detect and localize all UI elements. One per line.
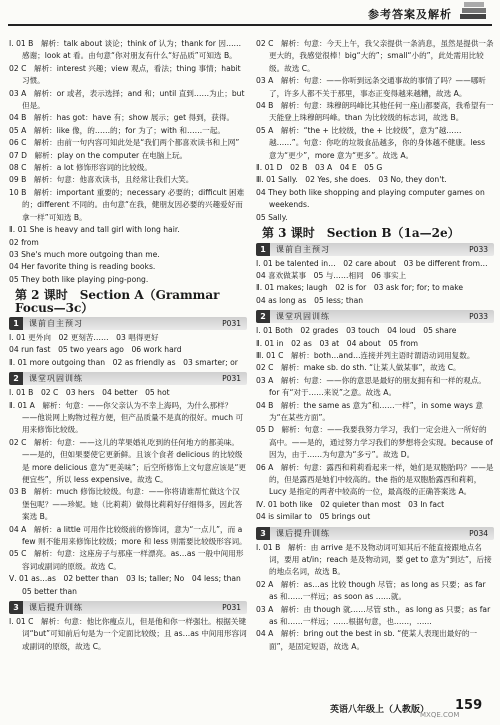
answer-line: 04 B 解析：the same as 意为“和……一样”，in some ways 意为“在某些方面”。 — [256, 400, 484, 422]
section-bar-advance — [9, 601, 247, 614]
answer-line: 04 as long as 05 less; than — [256, 295, 364, 305]
answer-line: 08 C 解析：a lot 修饰形容词的比较级。 — [9, 163, 152, 173]
bar-number: 3 — [9, 601, 23, 614]
answer-line: 03 A 解析：句意：——你的意思是最好的朋友拥有和一样的观点。for 有“对于……来说”之意。故选 A。 — [256, 375, 486, 398]
answer-line: Ⅱ. 01 in 02 as 03 at 04 about 05 from — [256, 338, 419, 348]
bar-page: P033 — [469, 312, 488, 322]
answer-line: Ⅰ. 01 be talented in… 02 care about 03 be different from… — [256, 258, 488, 268]
section-2-title: 第 2 课时 Section A（Grammar Focus—3c） — [15, 288, 220, 315]
answer-line: 02 A 解析：as…as 比较 though 尽管；as long as 只要；as far as 和……一样远；as soon as ……就。 — [256, 579, 486, 602]
bar-label: 课堂巩固训练 — [276, 312, 330, 322]
answer-line: 04 A 解析：a little 可用作比较级前的修饰词，意为“一点儿”，而 a few 则不能用来修饰比较级；more 和 less 则需要比较级形容词。 — [9, 524, 247, 547]
answer-line: 06 C 解析：由前一句内容可知此处是“我们两个都喜欢读书和上网” — [9, 138, 240, 148]
answer-line: 10 B 解析：important 重要的；necessary 必要的；difficult 困难的；different 不同的。由句意“在我，健朋友因必要的兴趣爱好而拿一样”可知选 B。 — [9, 187, 245, 222]
bar-label: 课前自主预习 — [29, 318, 83, 328]
right-column — [256, 38, 494, 653]
answer-line: 03 She's much more outgoing than me. — [9, 249, 160, 259]
answer-line: Ⅲ. 01 Sally. 02 Yes, she does. 03 No, they don't. — [256, 175, 447, 185]
answer-line: 04 A 解析：bring out the best in sb. “使某人表现出最好的一面”，是固定短语，故选 A。 — [256, 629, 478, 651]
bar-label: 课堂巩固训练 — [29, 374, 83, 384]
page-number: 159 — [455, 698, 483, 713]
answer-line: Ⅰ. 01 B 解析：talk about 谈论；think of 认为；thank for 因……感谢；look at 看。由句意“你对朋友有什么“好品质”可知选 B。 — [9, 39, 242, 61]
bar-page: P034 — [469, 528, 488, 538]
answer-line: 04 Her favorite thing is reading books. — [9, 262, 156, 272]
answer-line: Ⅰ. 01 C 解析：句意：他比你瘦点儿，但是他和你一样强壮。根据关键词“but”可知前后句是为一个定面比较级；且 as…as 中间用形容词或副词的原级，故选 C。 — [9, 617, 247, 651]
answer-line: 05 Sally. — [256, 212, 288, 222]
book-stack-icon — [458, 0, 490, 24]
watermark: MXQE.COM — [420, 711, 460, 719]
bar-label: 课后提升训练 — [276, 528, 330, 538]
answer-line: 06 A 解析：句意：露西和莉莉看起来一样，她们是双胞胎吗？——是的，但是露西是她们中较高的。the 指的是双胞胎露西和莉莉，Lucy 是指定的两者中较高的一位，最高级的正确答案选 A。 — [256, 462, 494, 497]
answer-line: 05 A 解析：like 像，的……的；for 为了；with 和……一起。 — [9, 125, 225, 135]
answer-line: 02 C 解析：句意：——这儿的苹果婚礼吃到的任何地方的都美味。——是的，但如果要使它更新鲜。且该个食者 delicious 的比较级是 more delicious 意为“更美味”；后空所修饰上文句意应该是“更便宜些”，所以 less expensive。故选 C。 — [9, 437, 246, 484]
answer-line: Ⅱ. 01 makes; laugh 02 is for 03 ask for; for; to make — [256, 283, 464, 293]
answer-line: 03 A 解析：由 though 就……尽管 sth.，as long as 只要；as far as 和……一样远；……根据句意，也……，…… — [256, 604, 491, 627]
bar-page: P031 — [222, 318, 241, 328]
section-3-title: 第 3 课时 Section B（1a—2e） — [262, 226, 460, 241]
answer-line: Ⅱ. 01 A 解析：句意：——你父亲认为不幸上海吗，为什么那样？——他说网上购物过程方便，但产品质量不是真的很好。much 可用来修饰比较级。 — [9, 400, 244, 435]
answer-line: 04 is similar to 05 brings out — [256, 512, 371, 522]
answer-line: 02 from — [9, 237, 39, 247]
answer-line: 04 B 解析：has got：have 有；show 展示；get 得到，获得。 — [9, 113, 235, 123]
bar-page: P031 — [222, 603, 241, 613]
left-column — [9, 38, 247, 653]
answer-line: 05 They both like playing ping-pong. — [9, 274, 149, 284]
section-bar-preview — [9, 317, 247, 330]
bar-number: 1 — [9, 317, 23, 330]
footer-book-title: 英语八年级上（人教版） — [330, 705, 430, 715]
bar-label: 课后提升训练 — [29, 603, 83, 613]
section-bar-advance-b — [256, 527, 494, 540]
answer-line: Ⅱ. 01 D 02 B 03 A 04 E 05 G — [256, 163, 383, 173]
answer-line: 03 B 解析：much 修饰比较级。句意：——你将请谁帮忙做这个汉堡包呢？——珍妮。她（比莉莉）做得比莉莉好仔细得多，因此答案选 B。 — [9, 487, 243, 522]
answer-line: Ⅰ. 01 B 02 C 03 hers 04 better 05 hot — [9, 388, 170, 398]
answer-line: 02 C 解析：interest 兴趣；view 观点，看法；thing 事情；habit 习惯。 — [9, 63, 241, 86]
answer-line: Ⅲ. 01 C 解析：both…and…连接并列主语时谓语动词用复数。 — [256, 350, 475, 360]
header-rule — [8, 24, 492, 26]
page-header — [0, 0, 500, 34]
answer-line: 02 C 解析：make sb. do sth. “让某人做某事”，故选 C。 — [256, 363, 461, 373]
bar-number: 3 — [256, 527, 270, 540]
header-title: 参考答案及解析 — [368, 8, 452, 21]
bar-number: 1 — [256, 243, 270, 256]
answer-line: 04 run fast 05 two years ago 06 work hard — [9, 345, 182, 355]
bar-label: 课前自主预习 — [276, 244, 330, 254]
answer-line: 09 B 解析：句意：他喜欢读书，且经常让我们大笑。 — [9, 175, 194, 185]
answer-line: 03 A 解析：句意：——你听到远条交通事故的事情了吗？——哪听了，许多人都不关于那里，事态正变得越来越糟，故选 A。 — [256, 76, 486, 98]
bar-number: 2 — [256, 310, 270, 323]
answer-line: 04 喜欢做某事 05 与……相同 06 事实上 — [256, 270, 407, 280]
section-bar-preview-b — [256, 243, 494, 256]
answer-line: Ⅰ. 01 Both 02 grades 03 touch 04 loud 05 share — [256, 326, 457, 336]
bar-page: P033 — [469, 244, 488, 254]
answer-line: Ⅳ. 01 both like 02 quieter than most 03 In fact — [256, 499, 445, 509]
answer-line: 04 They both like shopping and playing computer games on weekends. — [256, 187, 485, 210]
bar-number: 2 — [9, 372, 23, 385]
answer-line: Ⅰ. 01 更外向 02 更刻苦…… 03 唱得更好 — [9, 332, 159, 342]
answer-line: 05 A 解析：“the + 比较级，the + 比较级”，意为“越……越……”。句意：你吃的垃圾食品越多，你的身体越不健康。less 意为“更少”，more 意为“更多”。故选 A。 — [256, 125, 486, 160]
section-bar-practice — [9, 372, 247, 385]
answer-line: 05 D 解析：句意：——我要我努力学习，我们一定会进入一所好的高中。——是的，通过努力学习我们的梦想将会实现。because of 因为，由于……为句意为“多亏”。故选 D。 — [256, 425, 493, 460]
answer-line: 04 B 解析：句意：珠穆朗玛峰比其他任何一座山都要高，我希望有一天能登上珠穆朗玛峰。than 为比较级的标志词，故选 B。 — [256, 101, 494, 123]
answer-line: Ⅱ. 01 She is heavy and tall girl with long hair. — [9, 225, 180, 235]
bar-page: P031 — [222, 374, 241, 384]
answer-line: 07 D 解析：play on the computer 在电脑上玩。 — [9, 150, 188, 160]
answer-line: 03 A 解析：or 或者，表示选择；and 和；until 直到……为止；but 但是。 — [9, 88, 245, 111]
answer-line: Ⅰ. 01 B 解析：由 arrive 是不及物动词可知其后不能直接跟地点名词，要用 at/in；reach 是及物动词，要 get to 意为“到达”，后接的地点名词，故选 B。 — [256, 542, 492, 577]
section-bar-practice-b — [256, 310, 494, 323]
answer-line: Ⅴ. 01 as…as 02 better than 03 Is; taller; No 04 less; than 05 better than — [9, 574, 249, 596]
answer-line: 05 C 解析：句意：这座房子与那座一样漂亮。as…as 一般中间用形容词或副词的原级。故选 C。 — [9, 549, 244, 571]
answer-line: 02 C 解析：句意：今天上午，我父亲提供一条消息，虽然是提供一条更大的，我感觉很棒！big“大的”；small“小的”，此处需用比较级。故选 C。 — [256, 39, 494, 73]
answer-line: Ⅱ. 01 more outgoing than 02 as friendly as 03 smarter; or — [9, 357, 238, 367]
